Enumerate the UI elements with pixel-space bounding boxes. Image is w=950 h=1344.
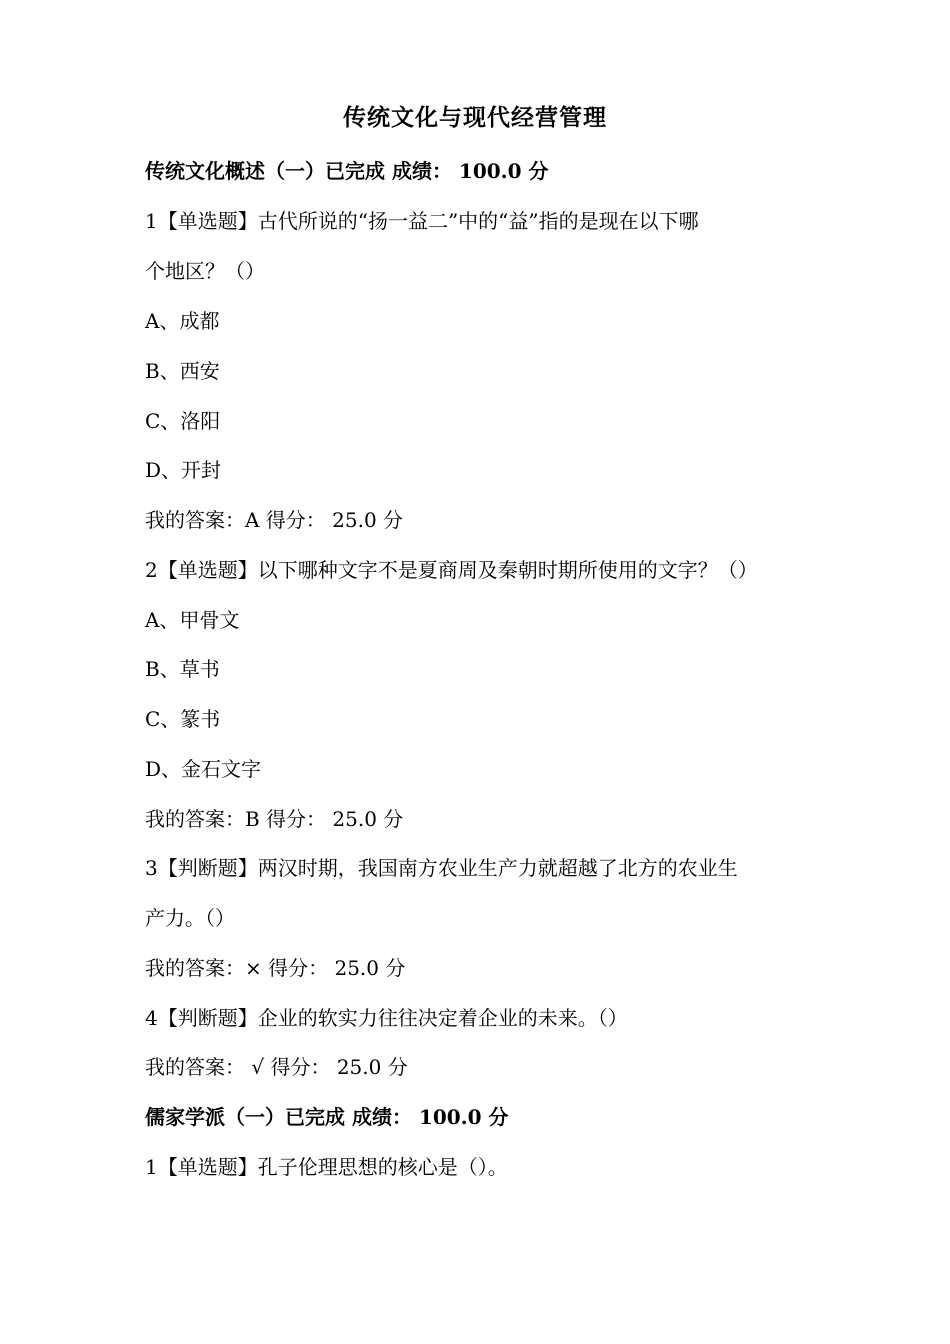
- my-answer: 我的答案： √ 得分： 25.0 分: [145, 1055, 408, 1079]
- question-text: 4【判断题】企业的软实力往往决定着企业的未来。（）: [145, 1006, 628, 1030]
- answer-option: D、开封: [145, 458, 222, 482]
- answer-option: B、草书: [145, 657, 220, 681]
- answer-option: C、洛阳: [145, 409, 221, 433]
- answer-option: A、成都: [145, 309, 220, 333]
- my-answer: 我的答案：A 得分： 25.0 分: [145, 508, 404, 532]
- answer-option: D、金石文字: [145, 757, 262, 781]
- question-text: 个地区？（）: [145, 259, 265, 283]
- question-text: 3【判断题】两汉时期，我国南方农业生产力就超越了北方的农业生: [145, 856, 738, 880]
- question-text: 2【单选题】以下哪种文字不是夏商周及秦朝时期所使用的文字？（）: [145, 558, 758, 582]
- document-title: 传统文化与现代经营管理: [343, 104, 607, 131]
- question-text: 产力。（）: [145, 906, 235, 930]
- question-text: 1【单选题】古代所说的“扬一益二”中的“益”指的是现在以下哪: [145, 209, 699, 233]
- question-text: 1【单选题】孔子伦理思想的核心是（）。: [145, 1155, 508, 1179]
- section-heading: 儒家学派（一）已完成 成绩： 100.0 分: [145, 1105, 509, 1129]
- section-heading: 传统文化概述（一）已完成 成绩： 100.0 分: [145, 159, 549, 183]
- my-answer: 我的答案：× 得分： 25.0 分: [145, 956, 406, 980]
- answer-option: C、篆书: [145, 707, 221, 731]
- my-answer: 我的答案：B 得分： 25.0 分: [145, 807, 404, 831]
- answer-option: B、西安: [145, 359, 220, 383]
- answer-option: A、甲骨文: [145, 608, 240, 632]
